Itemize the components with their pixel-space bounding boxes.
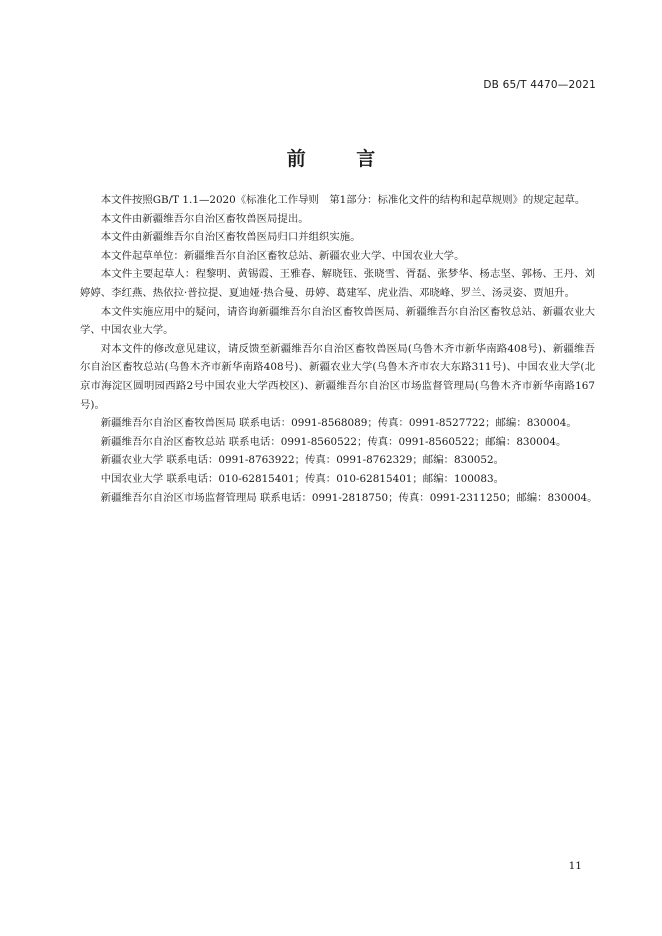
paragraph-drafting-basis: 本文件按照GB/T 1.1—2020《标准化工作导则 第1部分：标准化文件的结构和起草规则》的规定起草。 [100, 194, 586, 206]
contact-line: 新疆维吾尔自治区畜牧兽医局 联系电话：0991-8568089；传真：0991-8527722；邮编：830004。 [100, 417, 577, 430]
page-number: 11 [568, 860, 582, 872]
contact-line: 新疆维吾尔自治区市场监督管理局 联系电话：0991-2818750；传真：0991-2311250；邮编：830004。 [100, 491, 598, 504]
contact-line: 中国农业大学 联系电话：010-62815401；传真：010-62815401；邮编：100083。 [100, 472, 505, 485]
standard-code: DB 65/T 4470—2021 [483, 79, 596, 91]
paragraph-drafting-units: 本文件起草单位：新疆维吾尔自治区畜牧总站、新疆农业大学、中国农业大学。 [100, 249, 465, 262]
contact-line: 新疆维吾尔自治区畜牧总站 联系电话：0991-8560522；传真：0991-8560522；邮编：830004。 [100, 435, 567, 448]
document-body [80, 191, 598, 507]
paragraph-inquiries: 本文件实施应用中的疑问，请咨询新疆维吾尔自治区畜牧兽医局、新疆维吾尔自治区畜牧总站、新疆农业大学、中国农业大学。 [80, 305, 595, 337]
paragraph-administrator: 本文件由新疆维吾尔自治区畜牧兽医局归口并组织实施。 [100, 231, 361, 244]
page-title: 前 言 [286, 148, 398, 170]
paragraph-drafters: 本文件主要起草人：程黎明、黄锡霞、王雅春、解晓钰、张晓雪、胥磊、张梦华、杨志坚、郭杨、王丹、刘婷婷、李红燕、热依拉·普拉提、夏迪娅·热合曼、毋婷、葛建军、虎业浩、邓晓峰、罗兰、汤灵姿、贾旭升。 [80, 268, 595, 299]
contact-line: 新疆农业大学 联系电话：0991-8763922；传真：0991-8762329；邮编：830052。 [100, 454, 505, 467]
paragraph-feedback: 对本文件的修改意见建议，请反馈至新疆维吾尔自治区畜牧兽医局(乌鲁木齐市新华南路408号)、新疆维吾尔自治区畜牧总站(乌鲁木齐市新华南路408号)、新疆农业大学(乌鲁木齐市农大东路311号)、中国农业大学(北京市海淀区圆明园西路2号中国农业大学西校区)、新疆维吾尔自治区市场监督管理局(乌鲁木齐市新华南路167号)。 [80, 342, 595, 411]
paragraph-proposer: 本文件由新疆维吾尔自治区畜牧兽医局提出。 [100, 212, 309, 225]
